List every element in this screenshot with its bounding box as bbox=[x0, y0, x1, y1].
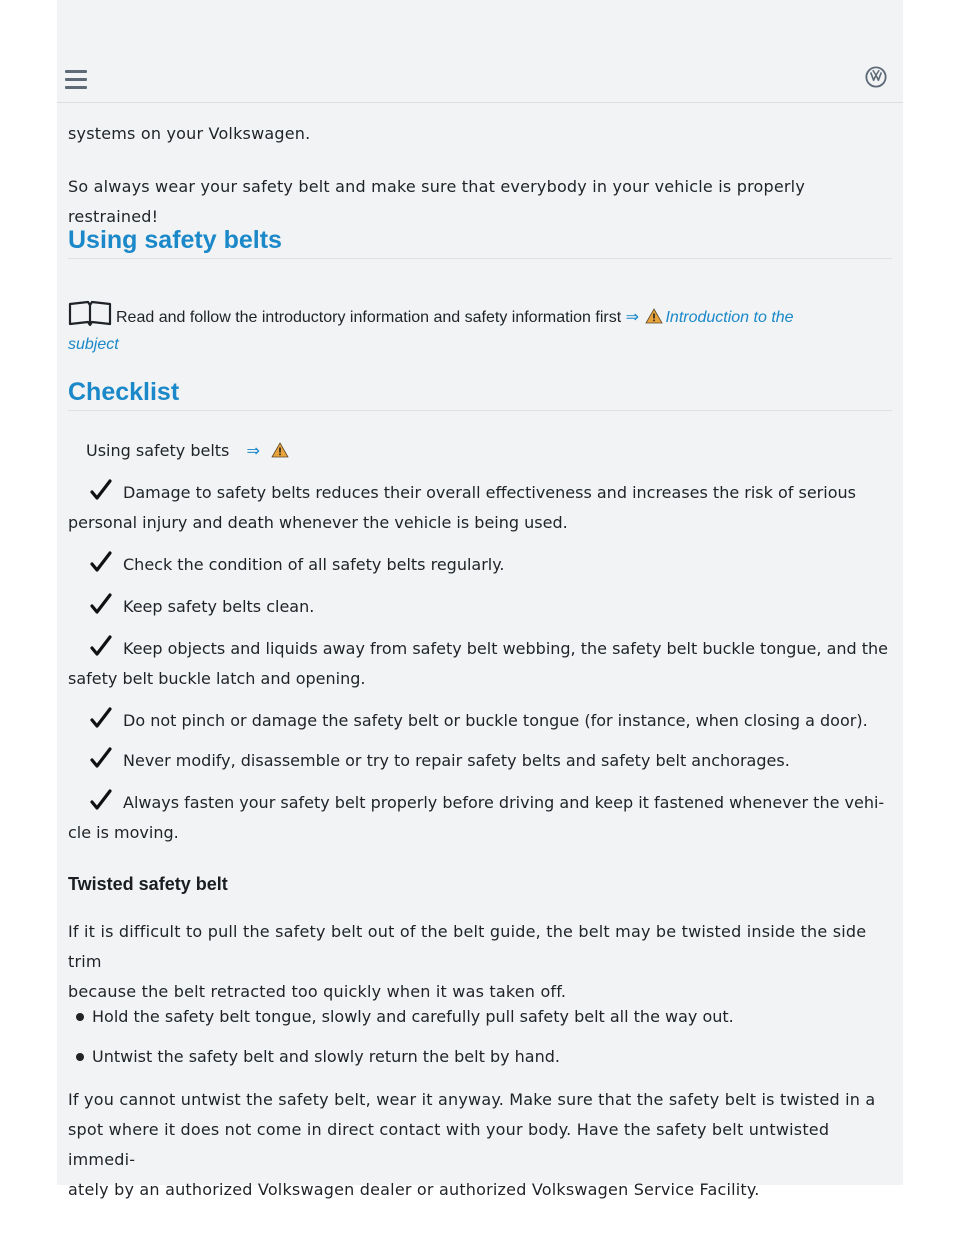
checkmark-icon bbox=[90, 551, 112, 573]
checklist-item: Damage to safety belts reduces their overall effectiveness and increases the risk of serious personal injury and death whenever the vehicle is being used. bbox=[68, 478, 894, 538]
bullet-icon bbox=[76, 1053, 84, 1061]
section-divider bbox=[68, 258, 892, 259]
checkmark-icon bbox=[90, 747, 112, 769]
warning-icon bbox=[645, 308, 663, 324]
arrow-icon: ⇒ bbox=[625, 309, 640, 326]
checkmark-icon bbox=[90, 635, 112, 657]
vw-logo-icon[interactable] bbox=[865, 66, 887, 88]
paragraph-twisted-belt: If it is difficult to pull the safety belt out of the belt guide, the belt may be twisted inside the side trim because the belt retracted too quickly when it was taken off. bbox=[68, 922, 867, 1001]
section-title-checklist: Checklist bbox=[68, 378, 180, 406]
section-divider bbox=[68, 410, 892, 411]
bullet-item: Untwist the safety belt and slowly return the belt by hand. bbox=[76, 1045, 560, 1069]
top-bar bbox=[57, 56, 903, 103]
bullet-item: Hold the safety belt tongue, slowly and carefully pull safety belt all the way out. bbox=[76, 1005, 734, 1029]
arrow-icon: ⇒ bbox=[246, 441, 260, 460]
checkmark-icon bbox=[90, 789, 112, 811]
section-title-using-safety-belts: Using safety belts bbox=[68, 226, 282, 254]
subheading-twisted-safety-belt: Twisted safety belt bbox=[68, 874, 228, 894]
checklist-lead: Using safety belts ⇒ bbox=[86, 441, 291, 460]
checklist-item: Check the condition of all safety belts regularly. bbox=[68, 550, 894, 580]
paragraph-always-wear: So always wear your safety belt and make sure that everybody in your vehicle is properly restrained! bbox=[68, 177, 805, 226]
checkmark-icon bbox=[90, 707, 112, 729]
bullet-icon bbox=[76, 1013, 84, 1021]
checklist-item: Keep objects and liquids away from safety belt webbing, the safety belt buckle tongue, and the safety belt buckle latch and opening. bbox=[68, 634, 894, 694]
intro-note bbox=[68, 300, 894, 358]
checklist-item: Always fasten your safety belt properly before driving and keep it fastened whenever the vehi- cle is moving. bbox=[68, 788, 894, 848]
hamburger-icon[interactable] bbox=[65, 70, 87, 88]
book-icon bbox=[68, 300, 112, 326]
checklist-item: Keep safety belts clean. bbox=[68, 592, 894, 622]
checklist-item: Do not pinch or damage the safety belt or buckle tongue (for instance, when closing a door). bbox=[68, 706, 894, 736]
introduction-link[interactable]: Introduction to the subject bbox=[68, 309, 794, 353]
checkmark-icon bbox=[90, 479, 112, 501]
checklist-item: Never modify, disassemble or try to repair safety belts and safety belt anchorages. bbox=[68, 746, 894, 776]
warning-icon bbox=[271, 442, 289, 458]
paragraph-cannot-untwist: If you cannot untwist the safety belt, wear it anyway. Make sure that the safety belt is twisted in a spot where it does not come in direct contact with your body. Have the safety belt untwisted immedi- ately by an authorized Volkswagen dealer or authorized Volkswagen Service Facility. bbox=[68, 1090, 876, 1199]
intro-text: Read and follow the introductory information and safety information first bbox=[116, 309, 622, 326]
paragraph-systems: systems on your Volkswagen. bbox=[68, 124, 311, 143]
checkmark-icon bbox=[90, 593, 112, 615]
